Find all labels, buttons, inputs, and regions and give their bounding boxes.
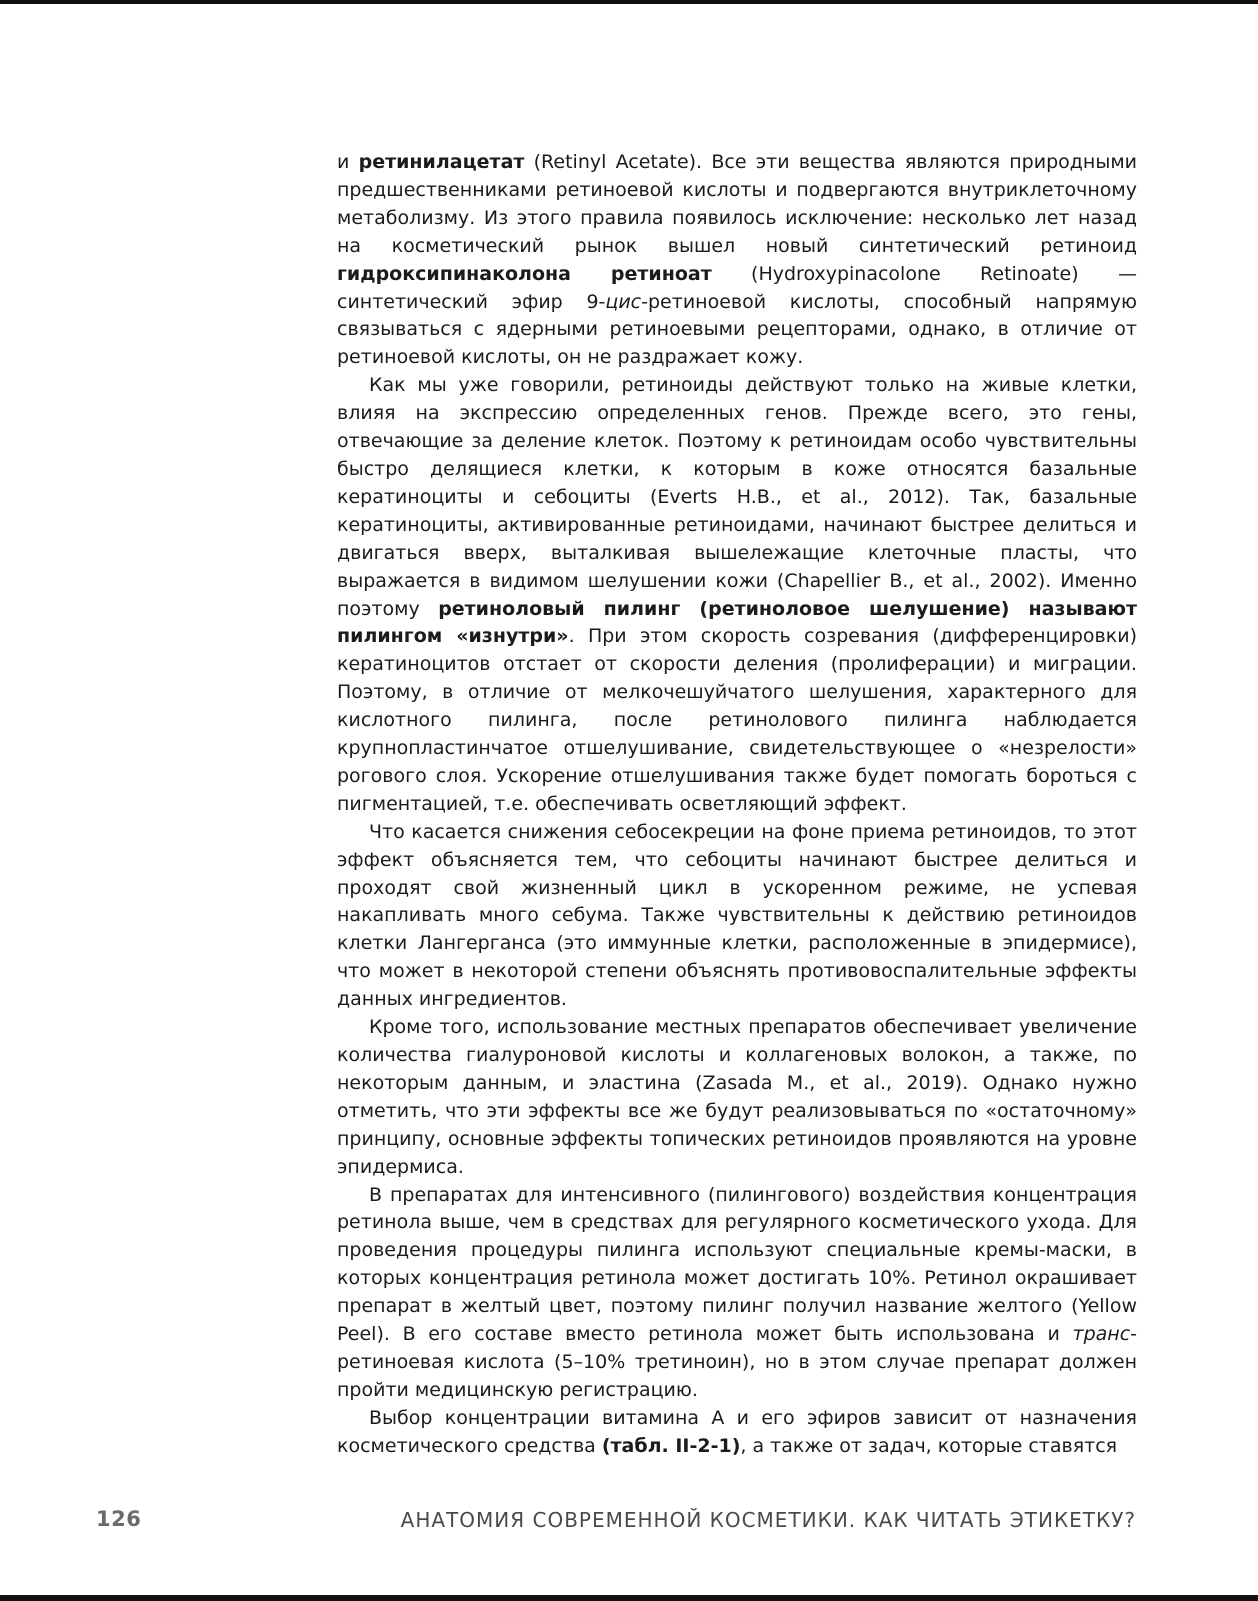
text-run: В препаратах для интенсивного (пилингового) воздействия концентрация ретинола выше, чем в средствах для регулярного косметического ухода. Для проведения процедуры пилинга используют специальные кремы-маски, в которых концентрация ретинола может достигать 10%. Ретинол окрашивает препарат в желтый цвет, поэтому пилинг получил название желтого (Yellow Peel). В его составе вместо ретинола может быть использована и xyxy=(337,1183,1137,1346)
paragraph xyxy=(337,1182,1137,1405)
text-run: . При этом скорость созревания (дифференцировки) кератиноцитов отстает от скорости деления (пролиферации) и миграции. Поэтому, в отличие от мелкочешуйчатого шелушения, характерного для кислотного пилинга, после ретинолового пилинга наблюдается крупнопластинчатое отшелушивание, свидетельствующее о «незрелости» рогового слоя. Ускорение отшелушивания также будет помогать бороться с пигментацией, т.е. обеспечивать осветляющий эффект. xyxy=(337,625,1137,815)
text-run: -ретиноевая кислота (5–10% третиноин), но в этом случае препарат должен пройти медицинскую регистрацию. xyxy=(337,1323,1137,1401)
paragraph xyxy=(337,149,1137,372)
text-run: Кроме того, использование местных препаратов обеспечивает увеличение количества гиалуроновой кислоты и коллагеновых волокон, а также, по некоторым данным, и эластина (Zasada M., et al., 2019). Однако нужно отметить, что эти эффекты все же будут реализовываться по «остаточному» принципу, основные эффекты топических ретиноидов проявляются на уровне эпидермиса. xyxy=(337,1016,1137,1178)
top-border-rule xyxy=(0,0,1258,4)
body-text xyxy=(337,149,1137,1461)
paragraph xyxy=(337,819,1137,1014)
page-number: 126 xyxy=(96,1507,142,1531)
page-footer xyxy=(0,1507,1258,1537)
text-run: и xyxy=(337,151,359,173)
paragraph xyxy=(337,372,1137,819)
text-run: (Hydroxypinacolone Retinoate) — синтетический эфир 9- xyxy=(337,262,1137,313)
italic-term: транс xyxy=(1072,1323,1131,1346)
running-title: АНАТОМИЯ СОВРЕМЕННОЙ КОСМЕТИКИ. КАК ЧИТАТЬ ЭТИКЕТКУ? xyxy=(400,1508,1136,1532)
bold-term: гидроксипинаколона ретиноат xyxy=(337,262,712,285)
paragraph xyxy=(337,1014,1137,1181)
bold-term: ретиноловый пилинг (ретиноловое шелушение) называют пилингом «изнутри» xyxy=(337,597,1137,648)
text-run: (Retinyl Acetate). Все эти вещества являются природными предшественниками ретиноевой кислоты и подвергаются внутриклеточному метаболизму. Из этого правила появилось исключение: несколько лет назад на косметический рынок вышел новый синтетический ретиноид xyxy=(337,151,1138,257)
text-run: Выбор концентрации витамина А и его эфиров зависит от назначения косметического средства xyxy=(337,1406,1137,1457)
bold-term: (табл. II-2-1) xyxy=(601,1434,741,1457)
text-run: -ретиноевой кислоты, способный напрямую связываться с ядерными ретиноевыми рецепторами, однако, в отличие от ретиноевой кислоты, он не раздражает кожу. xyxy=(337,290,1137,369)
text-run: , а также от задач, которые ставятся xyxy=(740,1434,1118,1457)
bold-term: ретинилацетат xyxy=(358,151,525,173)
italic-term: цис xyxy=(605,290,642,313)
text-run: Как мы уже говорили, ретиноиды действуют только на живые клетки, влияя на экспрессию определенных генов. Прежде всего, это гены, отвечающие за деление клеток. Поэтому к ретиноидам особо чувствительны быстро делящиеся клетки, к которым в коже относятся базальные кератиноциты и себоциты (Everts H.B., et al., 2012). Так, базальные кератиноциты, активированные ретиноидами, начинают быстрее делиться и двигаться вверх, выталкивая вышележащие клеточные пласты, что выражается в видимом шелушении кожи (Chapellier B., et al., 2002). Именно поэтому xyxy=(337,374,1137,620)
paragraph xyxy=(337,1405,1137,1461)
text-run: Что касается снижения себосекреции на фоне приема ретиноидов, то этот эффект объясняется тем, что себоциты начинают быстрее делиться и проходят свой жизненный цикл в ускоренном режиме, не успевая накапливать много себума. Также чувствительны к действию ретиноидов клетки Лангерганса (это иммунные клетки, расположенные в эпидермисе), что может в некоторой степени объяснять противовоспалительные эффекты данных ингредиентов. xyxy=(337,820,1137,1011)
bottom-border-rule xyxy=(0,1595,1258,1601)
